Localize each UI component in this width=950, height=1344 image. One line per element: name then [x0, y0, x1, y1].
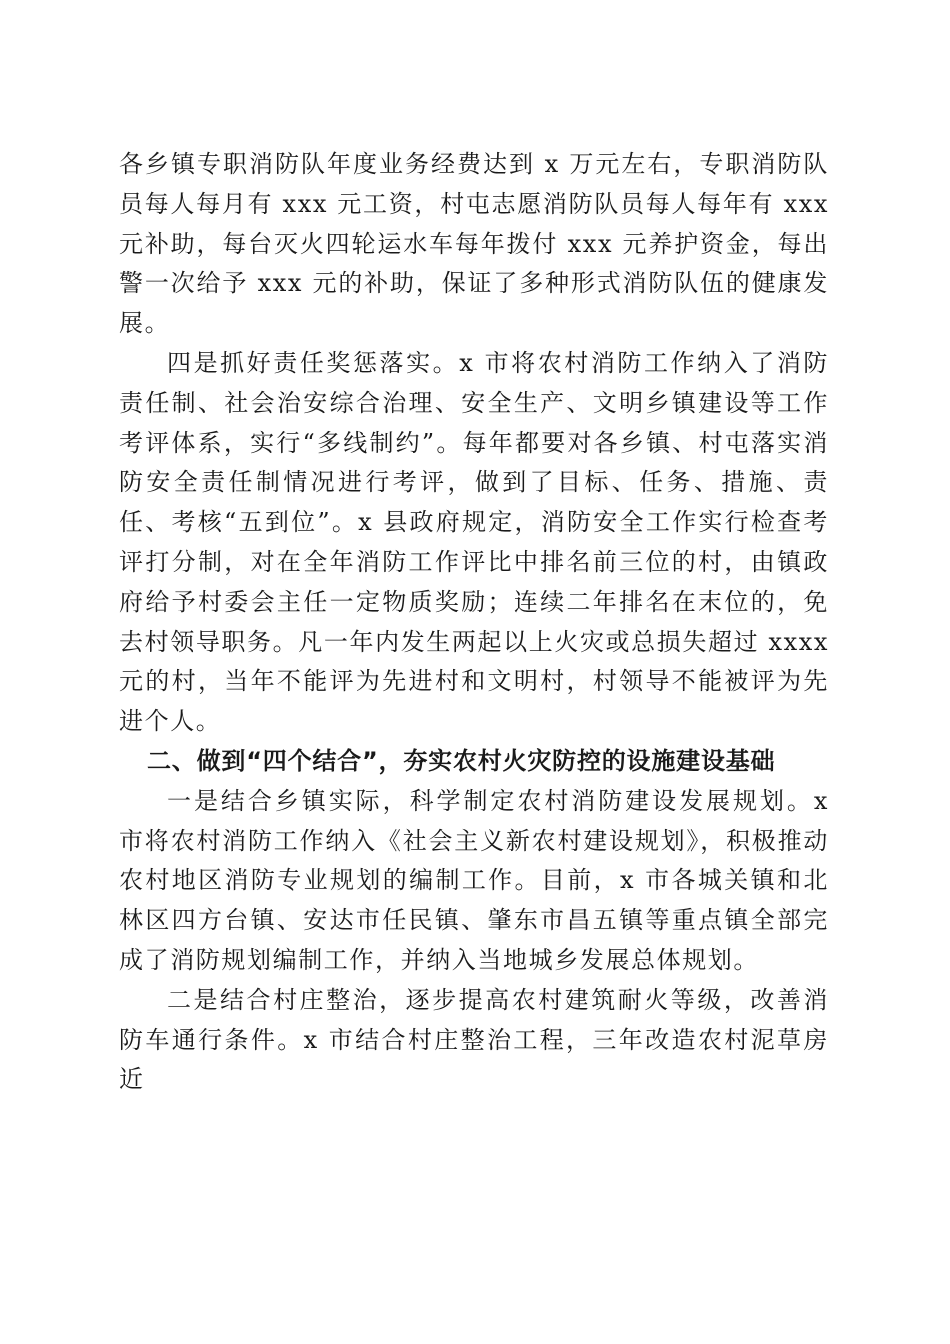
- document-body: [119, 145, 829, 1100]
- paragraph-village-renovation-text: x 市结合村庄整治工程，三年改造农村泥草房近: [119, 1025, 829, 1094]
- paragraph-planning-lead: 一是结合乡镇实际，科学制定农村消防建设发展规划。: [167, 786, 814, 815]
- paragraph-responsibility: [119, 344, 829, 742]
- paragraph-village-renovation: [119, 981, 829, 1100]
- paragraph-village-renovation-lead: 二是结合村庄整治，逐步提高农村建筑耐火等级，改善消防车通行条件。: [119, 985, 829, 1054]
- paragraph-planning: [119, 782, 829, 981]
- paragraph-planning-text: x 市将农村消防工作纳入《社会主义新农村建设规划》，积极推动农村地区消防专业规划的编制工作。目前，x 市各城关镇和北林区四方台镇、安达市任民镇、肇东市昌五镇等重点镇全部完成了消防规划编制工作，并纳入当地城乡发展总体规划。: [119, 786, 829, 974]
- section-heading-four-combinations: 二、做到“四个结合”，夯实农村火灾防控的设施建设基础: [147, 746, 776, 775]
- paragraph-responsibility-lead: 四是抓好责任奖惩落实。: [167, 348, 460, 377]
- paragraph-responsibility-text: x 市将农村消防工作纳入了消防责任制、社会治安综合治理、安全生产、文明乡镇建设等工作考评体系，实行“多线制约”。每年都要对各乡镇、村屯落实消防安全责任制情况进行考评，做到了目标、任务、措施、责任、考核“五到位”。x 县政府规定，消防安全工作实行检查考评打分制，对在全年消防工作评比中排名前三位的村，由镇政府给予村委会主任一定物质奖励；连续二年排名在末位的，免去村领导职务。凡一年内发生两起以上火灾或总损失超过 xxxx 元的村，当年不能评为先进村和文明村，村领导不能被评为先进个人。: [119, 348, 829, 736]
- paragraph-funding: [119, 145, 829, 344]
- paragraph-funding-text: 各乡镇专职消防队年度业务经费达到 x 万元左右，专职消防队员每人每月有 xxx 元工资，村屯志愿消防队员每人每年有 xxx 元补助，每台灭火四轮运水车每年拨付 xxx 元养护资金，每出警一次给予 xxx 元的补助，保证了多种形式消防队伍的健康发展。: [119, 150, 829, 338]
